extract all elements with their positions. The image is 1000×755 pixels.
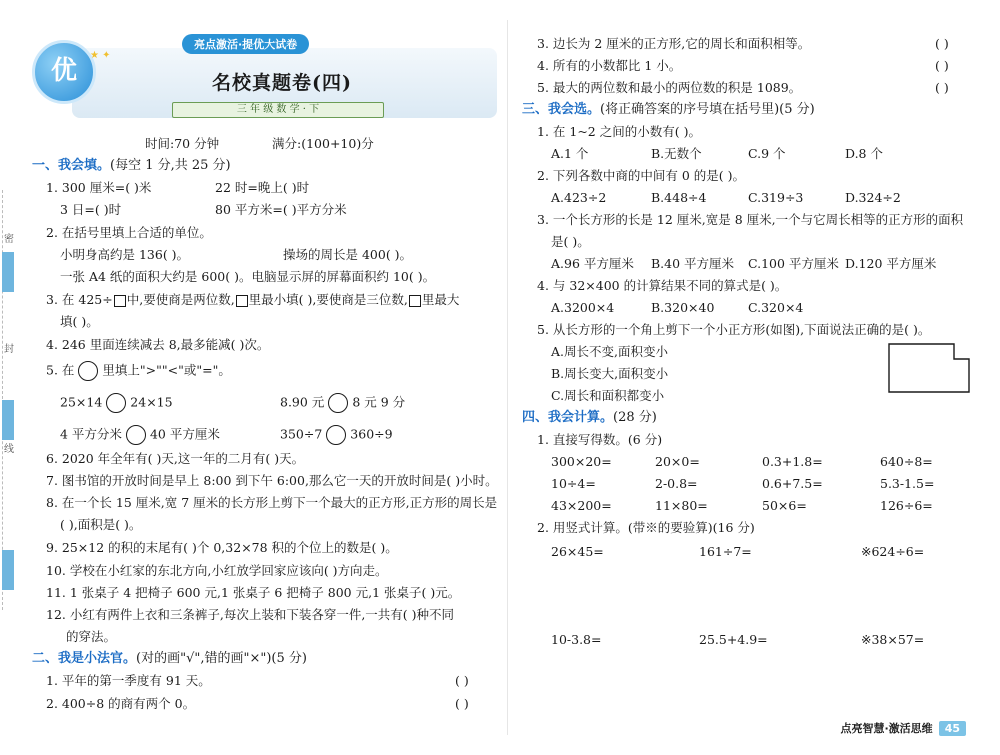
compare-right: 24×15 (130, 394, 173, 410)
q3-stem (46, 292, 459, 308)
binding-text: 密 (4, 234, 14, 245)
exam-time: 时间:70 分钟 (145, 136, 220, 151)
section-note: (对的画"√",错的画"×")(5 分) (136, 651, 307, 666)
q10-stem: 10. 学校在小红家的东北方向,小红放学回家应该向( )方向走。 (46, 563, 388, 578)
vertical-calc-item: 161÷7= (699, 544, 752, 559)
section-note: (每空 1 分,共 25 分) (110, 158, 231, 173)
compare-item (60, 393, 173, 413)
mc-stem: 2. 下列各数中商的中间有 0 的是( )。 (537, 168, 746, 183)
q2-item: 操场的周长是 400( )。 (283, 247, 413, 262)
q9-stem: 9. 25×12 的积的末尾有( )个 0,32×78 积的个位上的数是( )。 (46, 540, 398, 555)
calc-item: 126÷6= (880, 498, 933, 513)
square-box-icon (114, 295, 126, 307)
calc-item: 5.3-1.5= (880, 476, 935, 491)
grade-subtitle: 三 年 级 数 学 · 下 (172, 102, 384, 118)
answer-paren[interactable]: ( ) (935, 80, 949, 95)
vertical-calc-item: ※38×57= (861, 632, 925, 647)
q3-part: 里最大 (421, 292, 460, 307)
blank-circle-icon (106, 393, 126, 413)
binding-text: 线 (4, 444, 14, 455)
header-banner (32, 40, 492, 126)
mc-option[interactable]: D.8 个 (845, 146, 883, 161)
q5-stem (46, 361, 231, 381)
mc-stem: 4. 与 32×400 的计算结果不同的算式是( )。 (537, 278, 788, 293)
blank-circle-icon (326, 425, 346, 445)
mc-option[interactable]: A.96 平方厘米 (551, 256, 634, 271)
q12-tail: 的穿法。 (66, 629, 117, 644)
q3-part: 3. 在 425÷ (46, 292, 113, 307)
judge-item: 1. 平年的第一季度有 91 天。 (46, 673, 211, 688)
calc-item: 640÷8= (880, 454, 933, 469)
footer-slogan: 点亮智慧·激活思维 (840, 722, 933, 735)
section-heading: 二、我是小法官。 (32, 651, 137, 666)
calc-item: 11×80= (655, 498, 708, 513)
page-footer (841, 720, 967, 736)
section-3-title (522, 102, 815, 118)
compare-left: 4 平方分米 (60, 426, 122, 442)
mc-option[interactable]: B.周长变大,面积变小 (551, 366, 669, 381)
binding-tab (2, 400, 14, 440)
compare-item (60, 425, 220, 445)
calc-stem: 1. 直接写得数。(6 分) (537, 432, 663, 447)
section-heading: 三、我会选。 (522, 102, 601, 117)
q5-part: 里填上">""<"或"="。 (102, 362, 231, 378)
q11-stem: 11. 1 张桌子 4 把椅子 600 元,1 张桌子 6 把椅子 800 元,1 张桌子( )元。 (46, 585, 461, 600)
page-number: 45 (939, 721, 966, 736)
series-chip: 亮点激活·提优大试卷 (182, 34, 309, 54)
q2-item: 小明身高约是 136( )。 (60, 247, 190, 262)
section-4-title (522, 410, 657, 426)
judge-item: 3. 边长为 2 厘米的正方形,它的周长和面积相等。 (537, 36, 811, 51)
mc-option[interactable]: A.1 个 (551, 146, 589, 161)
section-heading: 四、我会计算。 (522, 410, 614, 425)
mc-stem-tail: 是( )。 (551, 234, 590, 249)
mc-option[interactable]: A.423÷2 (551, 190, 607, 205)
q3-part: 里最小填( ),要使商是三位数, (248, 292, 408, 307)
q6-stem: 6. 2020 年全年有( )天,这一年的二月有( )天。 (46, 451, 305, 466)
compare-item (280, 425, 393, 445)
blank-circle-icon (126, 425, 146, 445)
blank-circle-icon (328, 393, 348, 413)
mc-option[interactable]: B.320×40 (651, 300, 715, 315)
page-title: 名校真题卷(四) (212, 72, 352, 94)
q1-item: 3 日=( )时 (60, 202, 122, 217)
answer-paren[interactable]: ( ) (455, 696, 469, 711)
compare-left: 25×14 (60, 394, 103, 410)
q1-item: 22 时=晚上( )时 (215, 180, 310, 195)
mc-option[interactable]: C.100 平方厘米 (748, 256, 839, 271)
calc-item: 43×200= (551, 498, 612, 513)
q8-stem: 8. 在一个长 15 厘米,宽 7 厘米的长方形上剪下一个最大的正方形,正方形的周长是 (46, 495, 498, 510)
q8-tail: ( ),面积是( )。 (60, 517, 142, 532)
compare-left: 8.90 元 (280, 394, 325, 410)
compare-right: 8 元 9 分 (352, 394, 406, 410)
compare-right: 360÷9 (350, 426, 393, 442)
mc-option[interactable]: C.320×4 (748, 300, 804, 315)
mc-option[interactable]: B.无数个 (651, 146, 702, 161)
mc-option[interactable]: D.324÷2 (845, 190, 901, 205)
q7-stem: 7. 图书馆的开放时间是早上 8:00 到下午 6:00,那么它一天的开放时间是( )小时。 (46, 473, 498, 488)
calc-item: 10÷4= (551, 476, 596, 491)
judge-item: 5. 最大的两位数和最小的两位数的积是 1089。 (537, 80, 802, 95)
binding-tab (2, 550, 14, 590)
compare-item (280, 393, 405, 413)
section-note: (将正确答案的序号填在括号里)(5 分) (600, 102, 815, 117)
mc-option[interactable]: A.周长不变,面积变小 (551, 344, 668, 359)
q2-stem: 2. 在括号里填上合适的单位。 (46, 225, 212, 240)
mc-stem: 5. 从长方形的一个角上剪下一个小正方形(如图),下面说法正确的是( )。 (537, 322, 931, 337)
mc-option[interactable]: B.40 平方厘米 (651, 256, 735, 271)
square-box-icon (409, 295, 421, 307)
calc-item: 20×0= (655, 454, 700, 469)
section-1-title (32, 158, 231, 174)
answer-paren[interactable]: ( ) (935, 58, 949, 73)
vertical-calc-item: 10-3.8= (551, 632, 602, 647)
section-note: (28 分) (613, 410, 657, 425)
calc-item: 300×20= (551, 454, 612, 469)
excellence-badge-icon: 优 (32, 40, 96, 104)
mc-option[interactable]: A.3200×4 (551, 300, 615, 315)
vertical-calc-item: ※624÷6= (861, 544, 925, 559)
stars-icon: ★ ✦ (90, 50, 111, 61)
q1-item: 1. 300 厘米=( )米 (46, 180, 152, 195)
q12-stem: 12. 小红有两件上衣和三条裤子,每次上装和下装各穿一件,一共有( )种不同 (46, 607, 455, 622)
q4-stem: 4. 246 里面连续减去 8,最多能减( )次。 (46, 337, 270, 352)
binding-text: 封 (4, 344, 14, 355)
mc-option[interactable]: C.周长和面积都变小 (551, 388, 665, 403)
q1-item: 80 平方米=( )平方分米 (215, 202, 347, 217)
calc-item: 2-0.8= (655, 476, 698, 491)
mc-stem: 3. 一个长方形的长是 12 厘米,宽是 8 厘米,一个与它周长相等的正方形的面积 (537, 212, 964, 227)
calc-stem: 2. 用竖式计算。(带※的要验算)(16 分) (537, 520, 755, 535)
answer-paren[interactable]: ( ) (935, 36, 949, 51)
square-box-icon (236, 295, 248, 307)
compare-right: 40 平方厘米 (149, 426, 220, 442)
mc-option[interactable]: C.9 个 (748, 146, 786, 161)
page-divider (507, 20, 508, 735)
calc-item: 0.6+7.5= (762, 476, 823, 491)
q3-tail: 填( )。 (60, 314, 99, 329)
q5-part: 5. 在 (46, 362, 75, 378)
section-2-title (32, 651, 307, 667)
blank-circle-icon (78, 361, 98, 381)
mc-option[interactable]: D.120 平方厘米 (845, 256, 937, 271)
answer-paren[interactable]: ( ) (455, 673, 469, 688)
mc-option[interactable]: B.448÷4 (651, 190, 707, 205)
section-heading: 一、我会填。 (32, 158, 111, 173)
q2-item: 一张 A4 纸的面积大约是 600( )。电脑显示屏的屏幕面积约 10( )。 (60, 269, 436, 284)
judge-item: 4. 所有的小数都比 1 小。 (537, 58, 682, 73)
calc-item: 0.3+1.8= (762, 454, 823, 469)
exam-score: 满分:(100+10)分 (272, 136, 374, 151)
binding-tab (2, 252, 14, 292)
notched-rectangle-figure (888, 343, 970, 393)
vertical-calc-item: 25.5+4.9= (699, 632, 768, 647)
judge-item: 2. 400÷8 的商有两个 0。 (46, 696, 196, 711)
calc-item: 50×6= (762, 498, 807, 513)
mc-option[interactable]: C.319÷3 (748, 190, 804, 205)
mc-stem: 1. 在 1~2 之间的小数有( )。 (537, 124, 701, 139)
compare-left: 350÷7 (280, 426, 323, 442)
q3-part: 中,要使商是两位数, (126, 292, 235, 307)
vertical-calc-item: 26×45= (551, 544, 604, 559)
